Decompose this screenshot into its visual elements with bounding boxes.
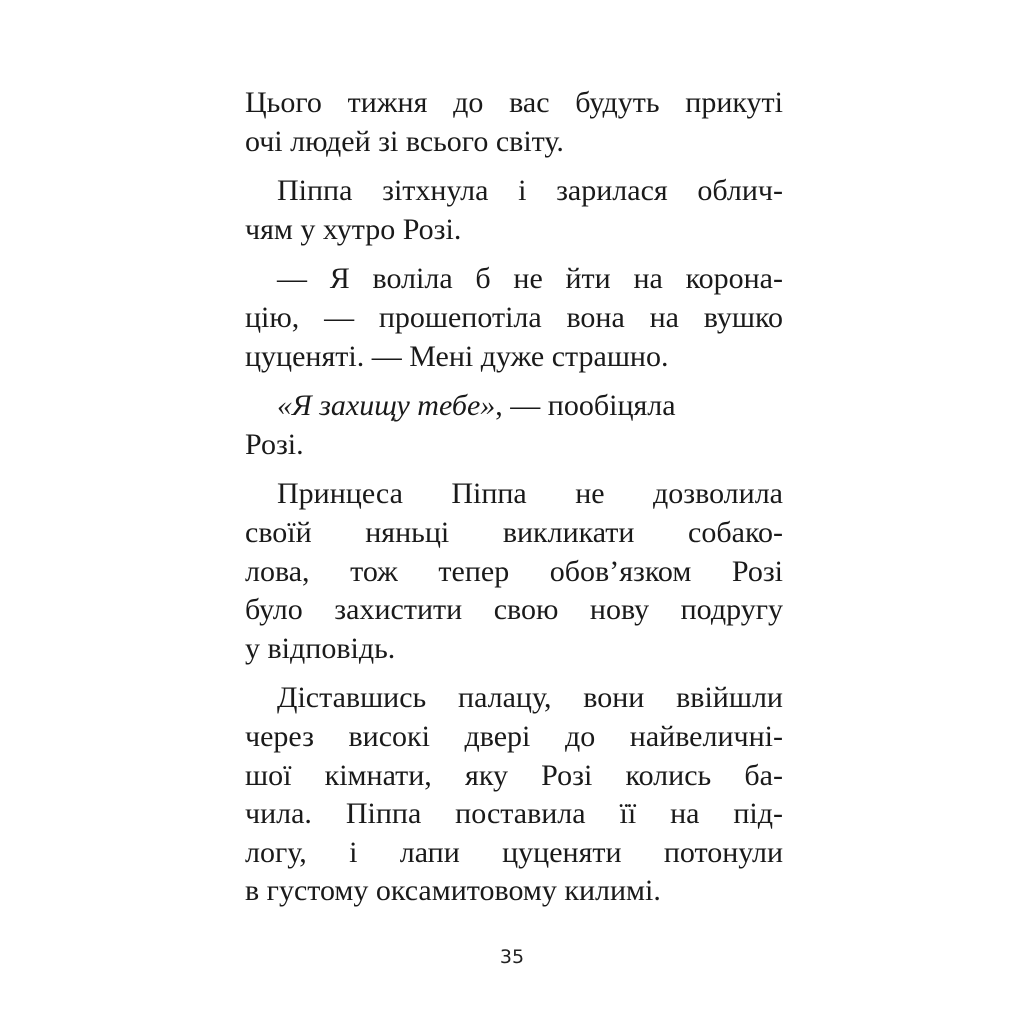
text-fragment: , — пообіцяла: [495, 389, 676, 423]
text-line: Розі.: [245, 427, 304, 461]
text-line: цію, — прошепотіла вона на вушко: [245, 300, 783, 334]
paragraph-1: [245, 84, 783, 161]
paragraph-3: [245, 260, 783, 376]
paragraph-4: [245, 387, 783, 464]
text-line: в густому оксамитовому килимі.: [245, 874, 661, 908]
text-line: було захистити свою нову подругу: [245, 593, 783, 627]
page-text: [245, 84, 783, 922]
text-line: шої кімнати, яку Розі колись ба-: [245, 758, 783, 792]
paragraph-6: [245, 679, 783, 911]
page-number: 35: [499, 946, 525, 968]
text-line: Цього тижня до вас будуть прикуті: [245, 86, 783, 119]
text-line: своїй няньці викликати собако-: [245, 515, 783, 549]
text-line: цуценяті. — Мені дуже страшно.: [245, 339, 669, 373]
text-line: [245, 387, 783, 426]
text-line: чила. Піппа поставила її на під-: [245, 797, 783, 831]
text-line: через високі двері до найвеличні-: [245, 719, 783, 753]
text-line: Піппа зітхнула і зарилася облич-: [277, 174, 783, 208]
text-line: лова, тож тепер обов’язком Розі: [245, 554, 783, 588]
text-line: очі людей зі всього світу.: [245, 124, 564, 158]
text-line: чям у хутро Розі.: [245, 212, 462, 246]
text-line: логу, і лапи цуценяти потонули: [245, 835, 783, 869]
text-line: Принцеса Піппа не дозволила: [277, 477, 783, 511]
text-line: у відповідь.: [245, 631, 396, 665]
italic-quote: «Я захищу тебе»: [277, 389, 496, 423]
paragraph-5: [245, 475, 783, 668]
paragraph-2: [245, 172, 783, 249]
text-line: — Я воліла б не йти на корона-: [277, 262, 783, 296]
text-line: Діставшись палацу, вони ввійшли: [277, 681, 783, 715]
